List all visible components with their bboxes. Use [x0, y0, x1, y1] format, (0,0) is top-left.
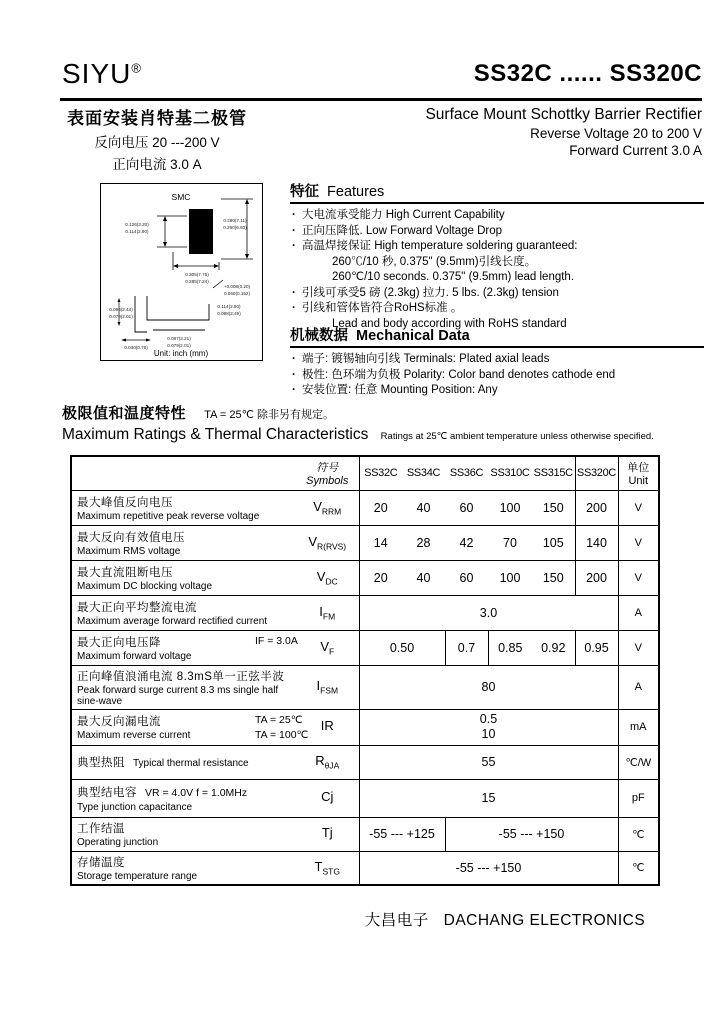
ratings-heading-en: Maximum Ratings & Thermal Characteristics	[62, 426, 369, 443]
feature-item-detail: 260℃/10 seconds. 0.375" (9.5mm) lead length.	[332, 271, 575, 283]
symbol-cell: Tj	[296, 817, 359, 851]
cj-test-condition: VR = 4.0V f = 1.0MHz	[145, 787, 248, 799]
model-header: SS320C	[575, 456, 618, 490]
header-divider	[60, 98, 702, 101]
feature-item: · 引线可承受5 磅 (2.3kg) 拉力. 5 lbs. (2.3kg) tension	[290, 286, 704, 302]
unit-header: 单位 Unit	[618, 456, 659, 490]
features-heading-zh: 特征	[290, 184, 319, 200]
table-row-vdc: 最大直流阻断电压 Maximum DC blocking voltage $V_{DC}$ 20 40 60 100 150 200 V	[71, 560, 659, 595]
symbol-cell: $V_{RRM}$	[296, 490, 359, 525]
symbol-cell: $R_{\theta JA}$	[296, 745, 359, 779]
model-header: SS34C	[402, 456, 445, 490]
registered-mark-icon: ®	[131, 60, 142, 76]
package-name-label: SMC	[171, 192, 191, 202]
symbol-cell: $I_{FSM}$	[296, 665, 359, 709]
mechanical-item: · 极性: 色环端为负极 Polarity: Color band denotes cathode end	[290, 368, 704, 384]
model-header: SS32C	[359, 456, 402, 490]
table-row-ifsm: 正向峰值浪涌电流 8.3mS单一正弦半波 Peak forward surge current 8.3 ms single half sine-wave $I_{FSM}$ 80 A	[71, 665, 659, 709]
vf-test-condition: IF = 3.0A	[255, 634, 298, 647]
feature-item: · 正向压降低. Low Forward Voltage Drop	[290, 224, 704, 240]
table-row-tstg: 存储温度 Storage temperature range $T_{STG}$ -55 --- +150 ℃	[71, 851, 659, 885]
footer-company-zh: 大昌电子	[364, 912, 429, 929]
feature-item-detail: 260℃/10 秒, 0.375" (9.5mm)引线长度。	[332, 255, 537, 268]
ratings-heading-zh: 极限值和温度特性	[62, 405, 187, 422]
ratings-table	[70, 455, 660, 886]
dim-label-8a: 0.114(2.90)	[217, 304, 241, 309]
part-number-range: SS32C ...... SS320C	[473, 60, 702, 87]
dim-label-7b: 0.079(2.01)	[167, 343, 191, 348]
dim-label-1a: 0.126(3.20)	[125, 222, 149, 227]
model-header: SS315C	[532, 456, 575, 490]
dim-label-5a: 0.096(2.44)	[109, 307, 133, 312]
mechanical-heading-zh: 机械数据	[290, 328, 348, 344]
smc-package-drawing	[101, 184, 261, 359]
symbol-cell: $T_{STG}$	[296, 851, 359, 885]
feature-item: · 引线和管体皆符合RoHS标准 。	[290, 301, 704, 317]
features-heading	[290, 180, 704, 201]
dim-label-3a: 0.305(7.75)	[185, 272, 209, 277]
ratings-condition-zh: TA = 25℃ 除非另有规定。	[204, 409, 335, 421]
dim-label-4a: +0.008(0.20)	[223, 284, 251, 289]
mechanical-item: · 端子: 镀锡轴向引线 Terminals: Plated axial leads	[290, 352, 704, 368]
english-title: Surface Mount Schottky Barrier Rectifier	[425, 106, 702, 123]
table-header-row	[71, 456, 659, 490]
dim-label-2a: 0.280(7.11)	[223, 218, 247, 223]
symbol-cell: IR	[296, 709, 359, 745]
dim-label-5b: 0.079(2.01)	[109, 314, 133, 319]
ir-test-conditions: TA = 25℃ TA = 100℃	[255, 713, 309, 741]
diagram-unit-note: Unit: inch (mm)	[153, 349, 209, 358]
table-row-vf: 最大正向电压降 Maximum forward voltage IF = 3.0A $V_F$ 0.50 0.7 0.85 0.92 0.95 V	[71, 630, 659, 665]
symbol-cell: $V_{R(RVS)}$	[296, 525, 359, 560]
feature-item-detail: Lead and body according with RoHS standard	[332, 317, 567, 330]
table-row-ifm: 最大正向平均整流电流 Maximum average forward rectified current $I_{FM}$ 3.0 A	[71, 595, 659, 630]
package-body	[189, 209, 213, 254]
symbol-cell: $I_{FM}$	[296, 595, 359, 630]
dim-label-8b: 0.098(2.49)	[217, 311, 241, 316]
param-header-empty	[71, 456, 296, 490]
symbol-cell: $V_{DC}$	[296, 560, 359, 595]
dim-label-4b: 0.060(0.152)	[223, 291, 251, 296]
mechanical-list	[290, 352, 704, 399]
chinese-forward-current: 正向电流 3.0 A	[112, 157, 202, 172]
feature-item: · 高温焊接保证 High temperature soldering guaranteed:	[290, 239, 704, 255]
table-row-vrms: 最大反向有效值电压 Maximum RMS voltage $V_{R(RVS)}$ 14 28 42 70 105 140 V	[71, 525, 659, 560]
dim-label-1b: 0.114(2.90)	[125, 229, 149, 234]
features-underline	[290, 202, 704, 204]
dim-label-7a: 0.087(2.21)	[167, 336, 191, 341]
features-section	[290, 180, 704, 332]
symbol-cell: $V_F$	[296, 630, 359, 665]
ratings-condition-en: Ratings at 25℃ ambient temperature unless otherwise specified.	[380, 431, 654, 442]
footer-company	[340, 908, 670, 930]
model-header: SS36C	[445, 456, 488, 490]
model-header: SS310C	[488, 456, 532, 490]
features-heading-en: Features	[327, 184, 385, 200]
mechanical-underline	[290, 346, 704, 348]
feature-item: · 大电流承受能力 High Current Capability	[290, 208, 704, 224]
english-forward-current: Forward Current 3.0 A	[569, 143, 702, 158]
features-list	[290, 208, 704, 332]
chinese-subtitle-block	[62, 104, 252, 173]
mechanical-heading-en: Mechanical Data	[356, 328, 470, 344]
brand-text: SIYU	[62, 58, 132, 89]
table-row-vrrm: 最大峰值反向电压 Maximum repetitive peak reverse voltage $V_{RRM}$ 20 40 60 100 150 200 V	[71, 490, 659, 525]
chinese-reverse-voltage: 反向电压 20 ---200 V	[94, 135, 220, 150]
english-subtitle-block	[425, 106, 702, 158]
brand-logo	[62, 58, 142, 90]
table-row-ir: 最大反向漏电流 Maximum reverse current TA = 25℃ TA = 100℃ IR 0.5 10 mA	[71, 709, 659, 745]
mechanical-heading	[290, 324, 704, 345]
dim-label-3b: 0.285(7.24)	[185, 279, 209, 284]
dim-label-6a: 0.030(0.76)	[124, 345, 148, 350]
chinese-title: 表面安装肖特基二极管	[67, 109, 247, 128]
english-reverse-voltage: Reverse Voltage 20 to 200 V	[530, 126, 702, 141]
table-row-tj: 工作结温 Operating junction Tj -55 --- +125 -55 --- +150 ℃	[71, 817, 659, 851]
mechanical-item: · 安装位置: 任意 Mounting Position: Any	[290, 383, 704, 399]
symbols-header: 符号 Symbols	[296, 456, 359, 490]
table-row-cj: 典型结电容 VR = 4.0V f = 1.0MHz Type junction capacitance Cj 15 pF	[71, 779, 659, 817]
footer-company-en: DACHANG ELECTRONICS	[443, 912, 646, 929]
table-row-rthja: 典型热阻 Typical thermal resistance $R_{\theta JA}$ 55 ℃/W	[71, 745, 659, 779]
symbol-cell: Cj	[296, 779, 359, 817]
dim-label-2b: 0.260(6.60)	[223, 225, 247, 230]
mechanical-data-section	[290, 324, 704, 399]
package-outline-diagram	[100, 183, 263, 361]
ratings-heading-block	[62, 402, 702, 444]
